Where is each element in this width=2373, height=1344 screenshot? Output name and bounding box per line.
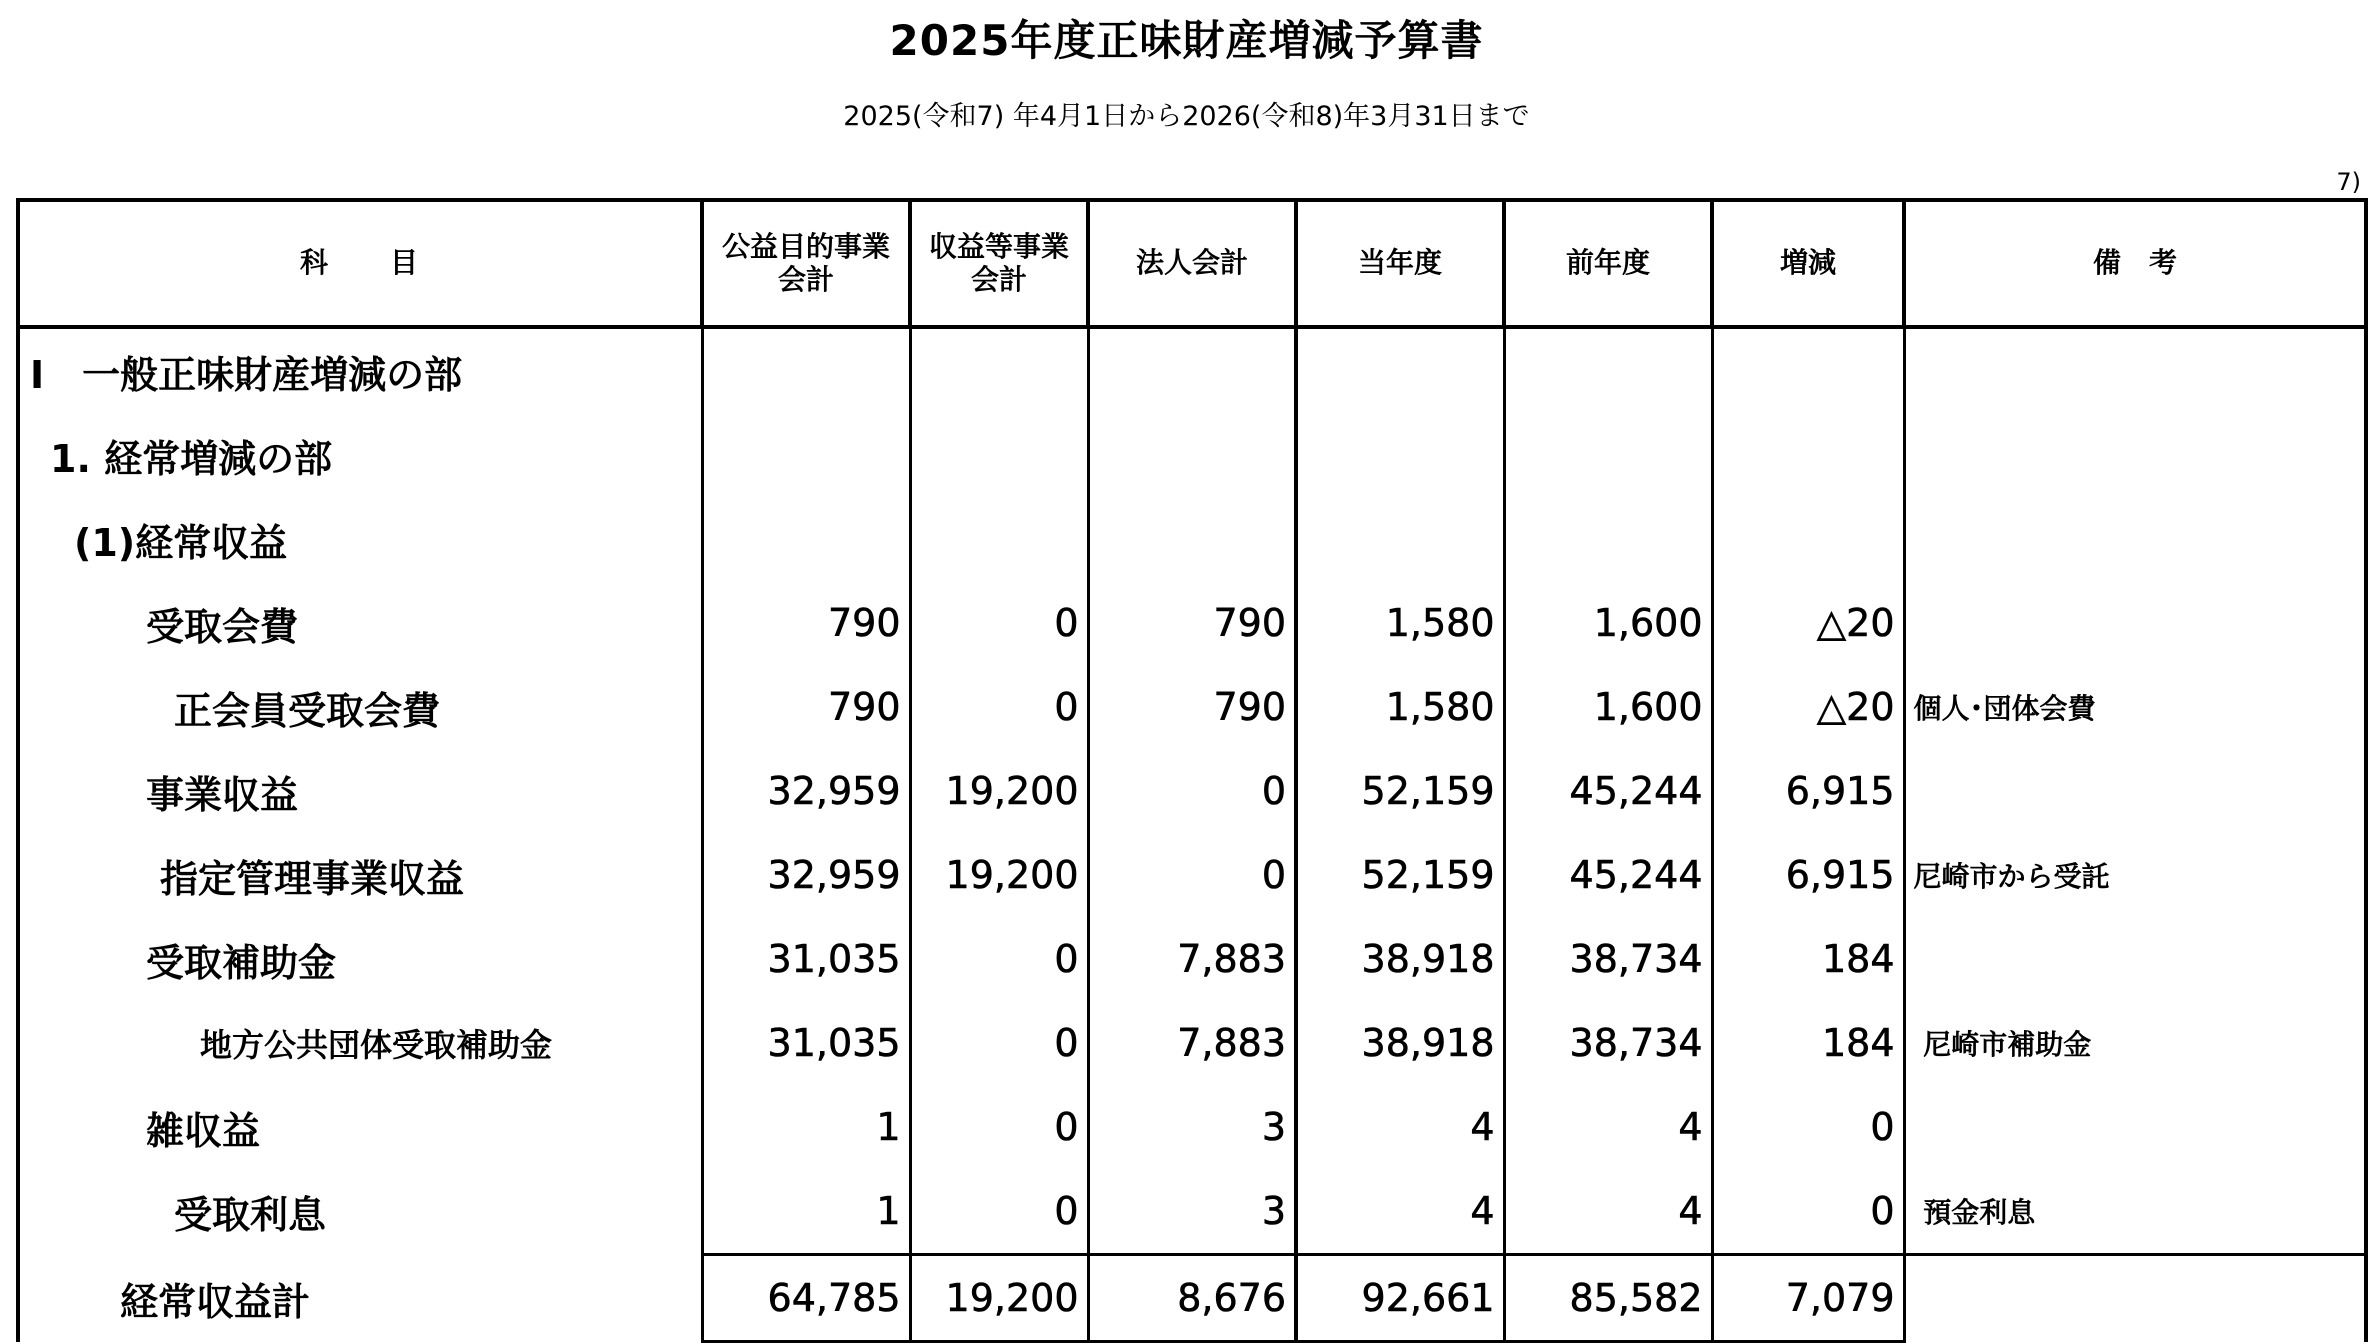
table-row <box>18 581 2366 665</box>
cell-notes: 尼崎市補助金 <box>1904 1001 2366 1085</box>
cell-subject: 正会員受取会費 <box>18 665 702 749</box>
cell-revenue-business <box>910 327 1088 413</box>
cell-change <box>1712 497 1904 581</box>
header-corporate: 法人会計 <box>1088 200 1296 327</box>
cell-current-year <box>1296 497 1504 581</box>
cell-change: 0 <box>1712 1085 1904 1169</box>
cell-subject: 受取利息 <box>18 1169 702 1255</box>
cell-change <box>1712 327 1904 413</box>
cell-change: 6,915 <box>1712 749 1904 833</box>
cell-current-year: 4 <box>1296 1085 1504 1169</box>
cell-current-year <box>1296 327 1504 413</box>
cell-change: △20 <box>1712 665 1904 749</box>
cell-notes <box>1904 1085 2366 1169</box>
cell-current-year: 1,580 <box>1296 665 1504 749</box>
page-title: 2025年度正味財産増減予算書 <box>889 16 1484 65</box>
cell-public-purpose: 1 <box>702 1169 910 1255</box>
cell-subject: 指定管理事業収益 <box>18 833 702 917</box>
cell-notes <box>1904 327 2366 413</box>
cell-public-purpose: 1 <box>702 1085 910 1169</box>
cell-subject: 雑収益 <box>18 1085 702 1169</box>
cell-previous-year: 45,244 <box>1504 833 1712 917</box>
cell-current-year <box>1296 413 1504 497</box>
cell-previous-year: 45,244 <box>1504 749 1712 833</box>
cell-corporate: 3 <box>1088 1085 1296 1169</box>
cell-current-year: 38,918 <box>1296 917 1504 1001</box>
cell-public-purpose <box>702 327 910 413</box>
cell-corporate: 7,883 <box>1088 1001 1296 1085</box>
cell-previous-year <box>1504 413 1712 497</box>
cell-subject: (1)経常収益 <box>18 497 702 581</box>
cell-notes: 尼崎市から受託 <box>1904 833 2366 917</box>
cell-corporate <box>1088 327 1296 413</box>
cell-public-purpose: 790 <box>702 581 910 665</box>
period-subtitle: 2025(令和7) 年4月1日から2026(令和8)年3月31日まで <box>843 101 1530 132</box>
cell-corporate <box>1088 413 1296 497</box>
header-notes: 備 考 <box>1904 200 2366 327</box>
cell-public-purpose <box>702 497 910 581</box>
table-row <box>18 917 2366 1001</box>
cell-subject: 1. 経常増減の部 <box>18 413 702 497</box>
cell-revenue-business: 0 <box>910 1001 1088 1085</box>
cell-revenue-business: 0 <box>910 581 1088 665</box>
cell-corporate: 0 <box>1088 833 1296 917</box>
table-row <box>18 1169 2366 1255</box>
cell-current-year: 92,661 <box>1296 1255 1504 1342</box>
cell-current-year: 38,918 <box>1296 1001 1504 1085</box>
cell-notes <box>1904 497 2366 581</box>
cell-notes <box>1904 581 2366 665</box>
cell-public-purpose: 790 <box>702 665 910 749</box>
cell-public-purpose: 32,959 <box>702 833 910 917</box>
cell-subject: 受取会費 <box>18 581 702 665</box>
cell-current-year: 1,580 <box>1296 581 1504 665</box>
cell-previous-year <box>1504 327 1712 413</box>
cell-previous-year: 38,734 <box>1504 1001 1712 1085</box>
cell-revenue-business: 0 <box>910 1169 1088 1255</box>
cell-public-purpose: 64,785 <box>702 1255 910 1342</box>
table-header-row <box>18 200 2366 327</box>
table-row <box>18 327 2366 413</box>
header-current-year: 当年度 <box>1296 200 1504 327</box>
cell-corporate <box>1088 497 1296 581</box>
cell-public-purpose: 32,959 <box>702 749 910 833</box>
cell-current-year: 4 <box>1296 1169 1504 1255</box>
cell-current-year: 52,159 <box>1296 833 1504 917</box>
cell-subject: Ⅰ 一般正味財産増減の部 <box>18 327 702 413</box>
cell-previous-year: 38,734 <box>1504 917 1712 1001</box>
cell-corporate: 8,676 <box>1088 1255 1296 1342</box>
cell-change: 7,079 <box>1712 1255 1904 1342</box>
cell-change: 6,915 <box>1712 833 1904 917</box>
cell-previous-year <box>1504 497 1712 581</box>
table-row <box>18 413 2366 497</box>
cell-revenue-business: 0 <box>910 917 1088 1001</box>
header-subject: 科 目 <box>18 200 702 327</box>
cell-change <box>1712 413 1904 497</box>
cell-previous-year: 1,600 <box>1504 581 1712 665</box>
cell-subject: 受取補助金 <box>18 917 702 1001</box>
cell-public-purpose <box>702 413 910 497</box>
cell-corporate: 7,883 <box>1088 917 1296 1001</box>
table-row <box>18 497 2366 581</box>
table-row <box>18 665 2366 749</box>
cell-revenue-business: 0 <box>910 1085 1088 1169</box>
cell-revenue-business: 0 <box>910 665 1088 749</box>
cell-previous-year: 4 <box>1504 1169 1712 1255</box>
cell-change: △20 <box>1712 581 1904 665</box>
cell-revenue-business: 19,200 <box>910 749 1088 833</box>
cell-revenue-business: 19,200 <box>910 1255 1088 1342</box>
cell-subject: 事業収益 <box>18 749 702 833</box>
cell-change: 184 <box>1712 1001 1904 1085</box>
cell-subject: 経常収益計 <box>18 1255 702 1342</box>
cell-corporate: 790 <box>1088 665 1296 749</box>
cell-change: 0 <box>1712 1169 1904 1255</box>
cell-previous-year: 85,582 <box>1504 1255 1712 1342</box>
cell-notes <box>1904 1255 2366 1342</box>
cell-notes: 個人･団体会費 <box>1904 665 2366 749</box>
cell-previous-year: 4 <box>1504 1085 1712 1169</box>
cell-revenue-business <box>910 413 1088 497</box>
table-row <box>18 749 2366 833</box>
header-change: 増減 <box>1712 200 1904 327</box>
header-revenue-business: 収益等事業 会計 <box>910 200 1088 327</box>
cell-public-purpose: 31,035 <box>702 917 910 1001</box>
cell-corporate: 0 <box>1088 749 1296 833</box>
header-public-purpose: 公益目的事業 会計 <box>702 200 910 327</box>
cell-notes <box>1904 413 2366 497</box>
cell-corporate: 3 <box>1088 1169 1296 1255</box>
cell-notes <box>1904 749 2366 833</box>
unit-label-fragment: 7) <box>2336 168 2361 196</box>
cell-revenue-business: 19,200 <box>910 833 1088 917</box>
cell-change: 184 <box>1712 917 1904 1001</box>
cell-corporate: 790 <box>1088 581 1296 665</box>
budget-table <box>16 198 2368 1343</box>
header-previous-year: 前年度 <box>1504 200 1712 327</box>
table-row <box>18 1255 2366 1342</box>
cell-public-purpose: 31,035 <box>702 1001 910 1085</box>
table-row <box>18 1001 2366 1085</box>
table-row <box>18 1085 2366 1169</box>
cell-notes <box>1904 917 2366 1001</box>
cell-current-year: 52,159 <box>1296 749 1504 833</box>
cell-revenue-business <box>910 497 1088 581</box>
cell-subject: 地方公共団体受取補助金 <box>18 1001 702 1085</box>
table-row <box>18 833 2366 917</box>
table-body <box>18 327 2366 1342</box>
cell-previous-year: 1,600 <box>1504 665 1712 749</box>
cell-notes: 預金利息 <box>1904 1169 2366 1255</box>
